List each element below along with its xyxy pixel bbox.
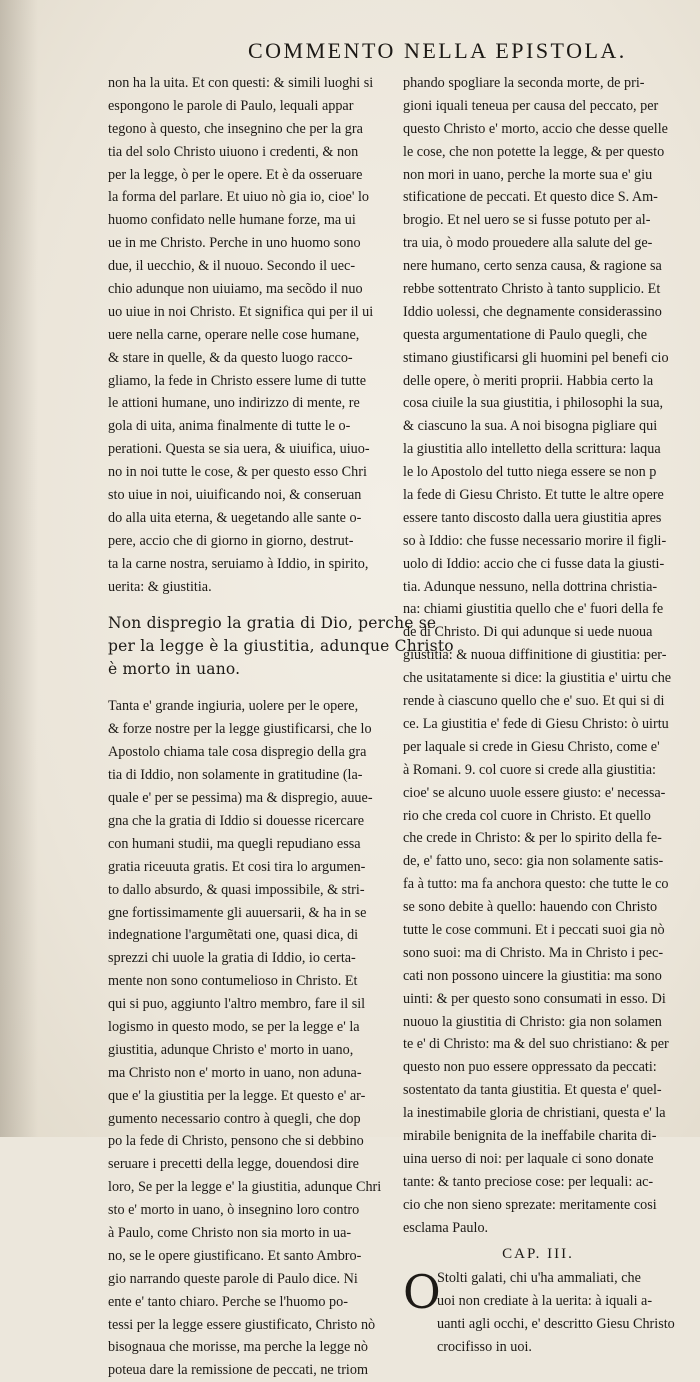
text-line: mirabile benignita de la ineffabile charita di- <box>403 1127 657 1144</box>
text-line: à Paulo, come Christo non sia morto in ua- <box>108 1224 352 1241</box>
scripture-text <box>403 1267 673 1359</box>
text-line: fa à tutto: ma fa anchora questo: che tutte le co <box>403 876 669 893</box>
text-line: tia. Adunque nessuno, nella dottrina christia- <box>403 578 658 595</box>
text-line: cio che non sieno sprezate: meritamente cosi <box>403 1196 657 1213</box>
text-line: de, e' fatto uno, seco: gia non solamente satis- <box>403 853 664 870</box>
text-line: cioe' se alcuno uuole essere giusto: e' necessa- <box>403 784 666 801</box>
text-line: brogio. Et nel uero se si fusse potuto per al- <box>403 212 651 229</box>
text-line: espongono le parole di Paulo, lequali appar <box>108 97 354 114</box>
lemma-line: è morto in uano. <box>108 660 241 679</box>
text-line: & ciascuno la sua. A noi bisogna pigliare qui <box>403 418 658 435</box>
text-line: na: chiami giustitia quello che e' fuori della fe <box>403 601 664 618</box>
text-line: & stare in quelle, & da questo luogo racco- <box>108 349 353 366</box>
text-line: huomo confidato nelle humane forze, ma ui <box>108 212 356 229</box>
text-line: gna che la gratia di Iddio si douesse ricercare <box>108 812 365 829</box>
text-line: essere tanto discosto dalla uera giustitia apres <box>403 509 662 526</box>
text-line: to dallo absurdo, & quasi impossibile, & stri- <box>108 881 365 898</box>
text-line: la giustitia allo intelletto della scrittura: laqua <box>403 441 661 458</box>
text-line: delle opere, ò meriti proprii. Habbia certo la <box>403 372 654 389</box>
text-line: con humani studii, ma quegli repudiano essa <box>108 835 361 852</box>
text-line: mente non sono contumelioso in Christo. Et <box>108 973 358 990</box>
text-line: poteua dare la remissione de peccati, ne triom <box>108 1362 368 1379</box>
text-line: giustitia: & nuoua diffinitione di giustitia: per- <box>403 647 667 664</box>
text-line: chio adunque non uiuiamo, ma secõdo il nuo <box>108 281 363 298</box>
text-line: cati non possono uincere la giustitia: ma sono <box>403 967 662 984</box>
text-line: ente e' tanto chiaro. Perche se l'huomo po- <box>108 1293 348 1310</box>
text-line: Iddio uolessi, che degnamente considerassino <box>403 303 662 320</box>
text-line: stificatione de peccati. Et questo dice S. Am- <box>403 189 658 206</box>
text-line: la inestimabile gloria de christiani, questa e' la <box>403 1105 666 1122</box>
text-line: gioni iquali teneua per causa del peccato, per <box>403 97 659 114</box>
text-line: tra uia, ò modo prouedere alla salute del ge- <box>403 235 653 252</box>
text-line: tante: & tanto preciose cose: per lequali: ac- <box>403 1173 654 1190</box>
text-line: due, il uecchio, & il nuouo. Secondo il uec- <box>108 258 356 275</box>
running-head: COMMENTO NELLA EPISTOLA. <box>248 38 627 63</box>
commentary-paragraph <box>108 72 396 598</box>
text-line: nuouo la giustitia di Christo: gia non solamen <box>403 1013 662 1030</box>
text-line: che usitatamente si dice: la giustitia e' uirtu che <box>403 670 672 687</box>
text-line: te e' di Christo: ma & del suo christiano: & per <box>403 1036 669 1053</box>
text-line: indegnatione l'argumẽtati one, quasi dica, di <box>108 927 359 944</box>
text-line: tessi per la legge essere giustificato, Christo nò <box>108 1316 376 1333</box>
text-line: so à Iddio: che fusse necessario morire il figli- <box>403 532 667 549</box>
text-line: sostentato da tanta giustitia. Et questa e' quel- <box>403 1082 662 1099</box>
text-line: rende à ciascuno quello che e' suo. Et qui si di <box>403 693 665 710</box>
text-line: questa argumentatione di Paulo quegli, che <box>403 326 648 343</box>
right-column <box>403 72 675 1356</box>
chapter-opening <box>403 1267 673 1359</box>
text-line: uolo di Iddio: accio che ci fusse data la giusti- <box>403 555 665 572</box>
text-line: tegono à questo, che insegnino che per la gra <box>108 120 363 137</box>
text-line: tia del solo Christo uiuono i credenti, & non <box>108 143 359 160</box>
text-line: rio che creda col cuore in Christo. Et quello <box>403 807 651 824</box>
text-line: giustitia, adunque Christo e' morto in uano, <box>108 1041 354 1058</box>
text-line: no, se le opere giustificano. Et santo Ambro- <box>108 1247 362 1264</box>
text-line: la forma del parlare. Et uiuo nò gia io, cioe' lo <box>108 189 369 206</box>
paragraph-gap <box>108 681 396 695</box>
text-line: se sono debite à quello: hauendo con Christo <box>403 899 658 916</box>
text-line: tutte le cose communi. Et i peccati suoi gia nò <box>403 921 665 938</box>
text-line: sto e' morto in uano, ò insegnino loro contro <box>108 1202 360 1219</box>
text-line: qui si puo, aggiunto l'altro membro, fare il sil <box>108 996 366 1013</box>
gutter-shadow <box>0 0 38 1137</box>
text-line: ce. La giustitia e' fede di Giesu Christo: ò uirtu <box>403 715 669 732</box>
text-line: gumento necessario contro à quegli, che dop <box>108 1110 361 1127</box>
text-line: ue in me Christo. Perche in uno huomo sono <box>108 235 361 252</box>
text-line: uere nella carne, operare nelle cose humane, <box>108 326 360 343</box>
text-line: seruare i precetti della legge, douendosi dire <box>108 1156 359 1173</box>
text-line: sono suoi: ma di Christo. Ma in Christo i pec- <box>403 944 664 961</box>
chapter-heading: CAP. III. <box>502 1246 574 1263</box>
text-line: perationi. Questa se sia uera, & uiuifica, uiuo- <box>108 441 370 458</box>
text-line: uina uerso di noi: per laquale ci sono donate <box>403 1150 654 1167</box>
text-line: sto uiue in noi, uiuificando noi, & conseruan <box>108 487 362 504</box>
text-line: Tanta e' grande ingiuria, uolere per le opere, <box>108 698 359 715</box>
text-line: rebbe sottentrato Christo à tanto supplicio. Et <box>403 281 661 298</box>
text-line: le attioni humane, uno indirizzo di mente, re <box>108 395 360 412</box>
text-line: questo Christo e' morto, accio che desse quelle <box>403 120 668 137</box>
text-line: Stolti galati, chi u'ha ammaliati, che <box>437 1270 641 1287</box>
text-line: non ha la uita. Et con questi: & simili luoghi si <box>108 75 374 91</box>
text-line: sprezzi chi uuole la gratia di Iddio, io certa- <box>108 950 356 967</box>
lemma-line: Non dispregio la gratia di Dio, perche se <box>108 614 437 633</box>
text-line: la fede di Giesu Christo. Et tutte le altre opere <box>403 487 664 504</box>
text-line: le cose, che non potette la legge, & per questo <box>403 143 665 160</box>
text-line: bisognaua che morisse, ma perche la legge nò <box>108 1339 369 1356</box>
text-line: nere humano, certo senza causa, & ragione sa <box>403 258 662 275</box>
text-line: cosa ciuile la sua giustitia, i philosophi la sua, <box>403 395 664 412</box>
scripture-lemma <box>108 612 454 681</box>
text-line: gne fortissimamente gli auuersarii, & ha in se <box>108 904 367 921</box>
text-line: ma Christo non e' morto in uano, non aduna- <box>108 1064 362 1081</box>
text-line: le lo Apostolo del tutto niega essere se non p <box>403 464 657 481</box>
text-line: stimano giustificarsi gli huomini pel benefi cio <box>403 349 669 366</box>
text-line: uinti: & per questo sono consumati in esso. Di <box>403 990 666 1007</box>
text-line: crocifisso in uoi. <box>437 1339 532 1356</box>
text-line: che crede in Christo: & per lo spirito della fe- <box>403 830 662 847</box>
text-line: Apostolo chiama tale cosa dispregio della gra <box>108 744 367 761</box>
text-line: loro, Se per la legge e' la giustitia, adunque Chri <box>108 1179 382 1196</box>
text-line: per la legge, ò per le opere. Et è da osseruare <box>108 166 363 183</box>
commentary-paragraph <box>403 72 673 1239</box>
text-line: pere, accio che di giorno in giorno, destrut- <box>108 532 354 549</box>
text-line: gratia riceuuta gratis. Et cosi tira lo argumen- <box>108 858 366 875</box>
lemma-line: per la legge è la giustitia, adunque Christo <box>108 637 454 656</box>
text-line: gola di uita, anima finalmente di tutte le o- <box>108 418 351 435</box>
text-line: uerita: & giustitia. <box>108 578 212 595</box>
text-line: questo non puo essere oppressato da peccati: <box>403 1059 657 1076</box>
text-line: non mori in uano, perche la morte sua e' giu <box>403 166 653 183</box>
text-line: & forze nostre per la legge giustificarsi, che lo <box>108 721 372 738</box>
drop-cap: O <box>403 1265 441 1320</box>
text-line: do alla uita eterna, & uegetando alle sante o- <box>108 509 362 526</box>
text-line: uanti agli occhi, e' descritto Giesu Christo <box>437 1316 675 1333</box>
paragraph-gap <box>108 598 396 612</box>
text-line: phando spogliare la seconda morte, de pri- <box>403 75 645 91</box>
text-line: à Romani. 9. col cuore si crede alla giustitia: <box>403 761 656 778</box>
text-line: que e' la giustitia per la legge. Et questo e' ar- <box>108 1087 366 1104</box>
text-line: uo uiue in noi Christo. Et significa qui per il ui <box>108 303 374 320</box>
text-line: gio narrando queste parole di Paulo dice. Ni <box>108 1270 358 1287</box>
text-line: gliamo, la fede in Christo essere lume di tutte <box>108 372 367 389</box>
text-line: uoi non crediate à la uerita: à iquali a- <box>437 1293 653 1310</box>
text-line: quale e' per se pessima) ma & dispregio, auue- <box>108 790 373 807</box>
text-line: no in noi tutte le cose, & per questo esso Chri <box>108 464 367 481</box>
text-line: tia di Iddio, non solamente in gratitudine (la- <box>108 767 363 784</box>
text-line: de di Christo. Di qui adunque si uede nuoua <box>403 624 653 641</box>
commentary-paragraph <box>108 695 396 1382</box>
text-line: ta la carne nostra, seruiamo à Iddio, in spirito, <box>108 555 369 572</box>
text-line: per laquale si crede in Giesu Christo, come e' <box>403 738 660 755</box>
text-line: esclama Paulo. <box>403 1219 489 1236</box>
text-line: logismo in questo modo, se per la legge e' la <box>108 1018 360 1035</box>
text-line: po la fede di Christo, pensono che si debbino <box>108 1133 364 1150</box>
